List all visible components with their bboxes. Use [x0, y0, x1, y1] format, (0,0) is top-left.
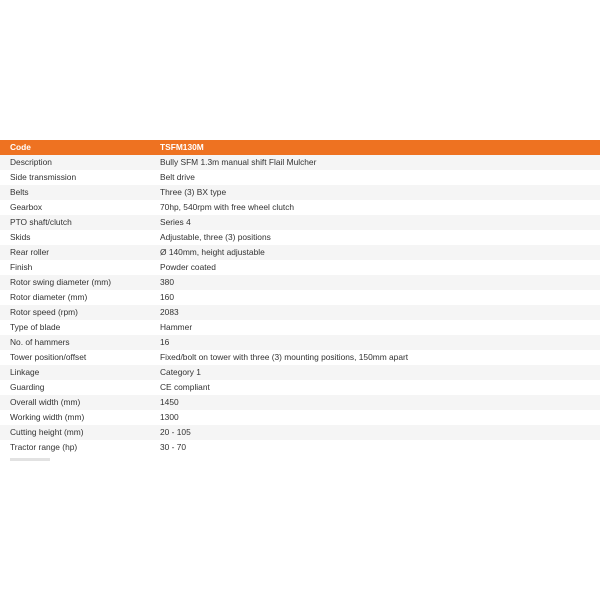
table-row: [0, 335, 600, 350]
row-value: Hammer: [160, 320, 600, 335]
row-value: 160: [160, 290, 600, 305]
row-value: Adjustable, three (3) positions: [160, 230, 600, 245]
row-label: Tower position/offset: [0, 350, 160, 365]
row-value: 70hp, 540rpm with free wheel clutch: [160, 200, 600, 215]
cut-off-text-fragment: [10, 458, 50, 461]
row-label: Overall width (mm): [0, 395, 160, 410]
table-row: [0, 185, 600, 200]
row-value: Category 1: [160, 365, 600, 380]
table-row: [0, 305, 600, 320]
table-row: [0, 245, 600, 260]
row-value: 1300: [160, 410, 600, 425]
row-value: Powder coated: [160, 260, 600, 275]
row-label: Description: [0, 155, 160, 170]
row-label: Linkage: [0, 365, 160, 380]
table-row: [0, 275, 600, 290]
header-label: Code: [0, 140, 160, 155]
row-label: Tractor range (hp): [0, 440, 160, 455]
row-label: Rotor speed (rpm): [0, 305, 160, 320]
table-row: [0, 155, 600, 170]
row-value: Ø 140mm, height adjustable: [160, 245, 600, 260]
row-label: Gearbox: [0, 200, 160, 215]
table-row: [0, 290, 600, 305]
table-row: [0, 440, 600, 455]
table-row: [0, 410, 600, 425]
row-value: Fixed/bolt on tower with three (3) mounting positions, 150mm apart: [160, 350, 600, 365]
row-label: Belts: [0, 185, 160, 200]
row-value: Three (3) BX type: [160, 185, 600, 200]
table-row: [0, 425, 600, 440]
table-row: [0, 320, 600, 335]
table-row: [0, 215, 600, 230]
table-row: [0, 365, 600, 380]
header-value: TSFM130M: [160, 140, 600, 155]
row-value: Belt drive: [160, 170, 600, 185]
row-value: CE compliant: [160, 380, 600, 395]
row-label: Skids: [0, 230, 160, 245]
row-value: 2083: [160, 305, 600, 320]
table-row: [0, 170, 600, 185]
table-row: [0, 200, 600, 215]
row-value: Series 4: [160, 215, 600, 230]
row-label: Side transmission: [0, 170, 160, 185]
row-label: Guarding: [0, 380, 160, 395]
row-label: PTO shaft/clutch: [0, 215, 160, 230]
table-row: [0, 380, 600, 395]
row-label: Rotor swing diameter (mm): [0, 275, 160, 290]
row-label: Cutting height (mm): [0, 425, 160, 440]
row-label: Type of blade: [0, 320, 160, 335]
table-row: [0, 350, 600, 365]
table-row: [0, 260, 600, 275]
table-header-row: [0, 140, 600, 155]
row-value: 1450: [160, 395, 600, 410]
row-value: 16: [160, 335, 600, 350]
row-value: 20 - 105: [160, 425, 600, 440]
table-row: [0, 395, 600, 410]
row-label: Working width (mm): [0, 410, 160, 425]
table-row: [0, 230, 600, 245]
row-label: Rear roller: [0, 245, 160, 260]
row-label: No. of hammers: [0, 335, 160, 350]
row-value: 30 - 70: [160, 440, 600, 455]
row-value: 380: [160, 275, 600, 290]
row-label: Finish: [0, 260, 160, 275]
cut-off-row-remnant: [0, 455, 600, 461]
row-value: Bully SFM 1.3m manual shift Flail Mulcher: [160, 155, 600, 170]
row-label: Rotor diameter (mm): [0, 290, 160, 305]
spec-table: [0, 140, 600, 455]
